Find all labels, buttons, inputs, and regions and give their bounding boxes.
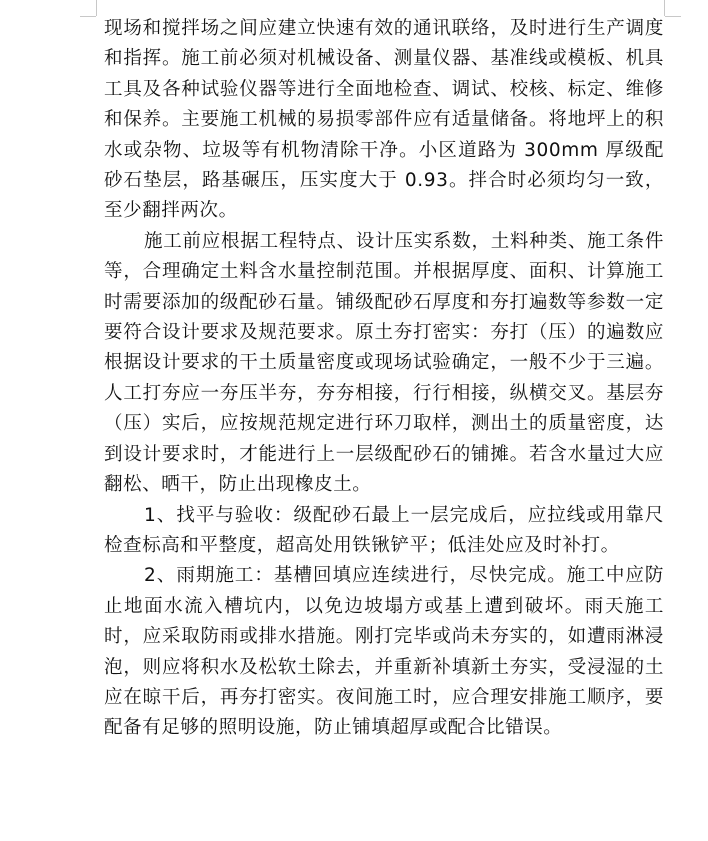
crop-mark-top-left-vertical — [96, 0, 97, 16]
crop-mark-top-right-horizontal — [665, 16, 681, 17]
crop-mark-top-right-vertical — [664, 0, 665, 16]
paragraph-rainy-season-construction: 2、雨期施工：基槽回填应连续进行，尽快完成。施工中应防止地面水流入槽坑内，以免边坡塌方或基上遭到破坏。雨天施工时，应采取防雨或排水措施。刚打完毕或尚未夯实的，如遭雨淋浸泡，则应将积水及松软土除去，并重新补填新土夯实，受浸湿的土应在晾干后，再夯打密实。夜间施工时，应合理安排施工顺序，要配备有足够的照明设施，防止铺填超厚或配合比错误。 — [104, 565, 664, 739]
paragraph-compaction-requirements: 施工前应根据工程特点、设计压实系数，土料种类、施工条件等，合理确定土料含水量控制范围。并根据厚度、面积、计算施工时需要添加的级配砂石量。铺级配砂石厚度和夯打遍数等参数一定要符合设计要求及规范要求。原土夯打密实：夯打（压）的遍数应根据设计要求的干土质量密度或现场试验确定，一般不少于三遍。人工打夯应一夯压半夯，夯夯相接，行行相接，纵横交叉。基层夯（压）实后，应按规范规定进行环刀取样，测出土的质量密度，达到设计要求时，才能进行上一层级配砂石的铺摊。若含水量过大应翻松、晒干，防止出现橡皮土。 — [104, 230, 664, 496]
paragraph-site-preparation: 现场和搅拌场之间应建立快速有效的通讯联络，及时进行生产调度和指挥。施工前必须对机械设备、测量仪器、基准线或模板、机具工具及各种试验仪器等进行全面地检查、调试、校核、标定、维修和保养。主要施工机械的易损零部件应有适量储备。将地坪上的积水或杂物、垃圾等有机物清除干净。小区道路为 300mm 厚级配砂石垫层，路基碾压，压实度大于 0.93。拌合时必须均匀一致，至少翻拌两次。 — [104, 18, 664, 222]
crop-mark-top-left-horizontal — [80, 16, 96, 17]
document-body — [104, 14, 664, 744]
paragraph-leveling-acceptance: 1、找平与验收：级配砂石最上一层完成后，应拉线或用靠尺检查标高和平整度，超高处用铁锹铲平；低洼处应及时补打。 — [104, 504, 664, 556]
